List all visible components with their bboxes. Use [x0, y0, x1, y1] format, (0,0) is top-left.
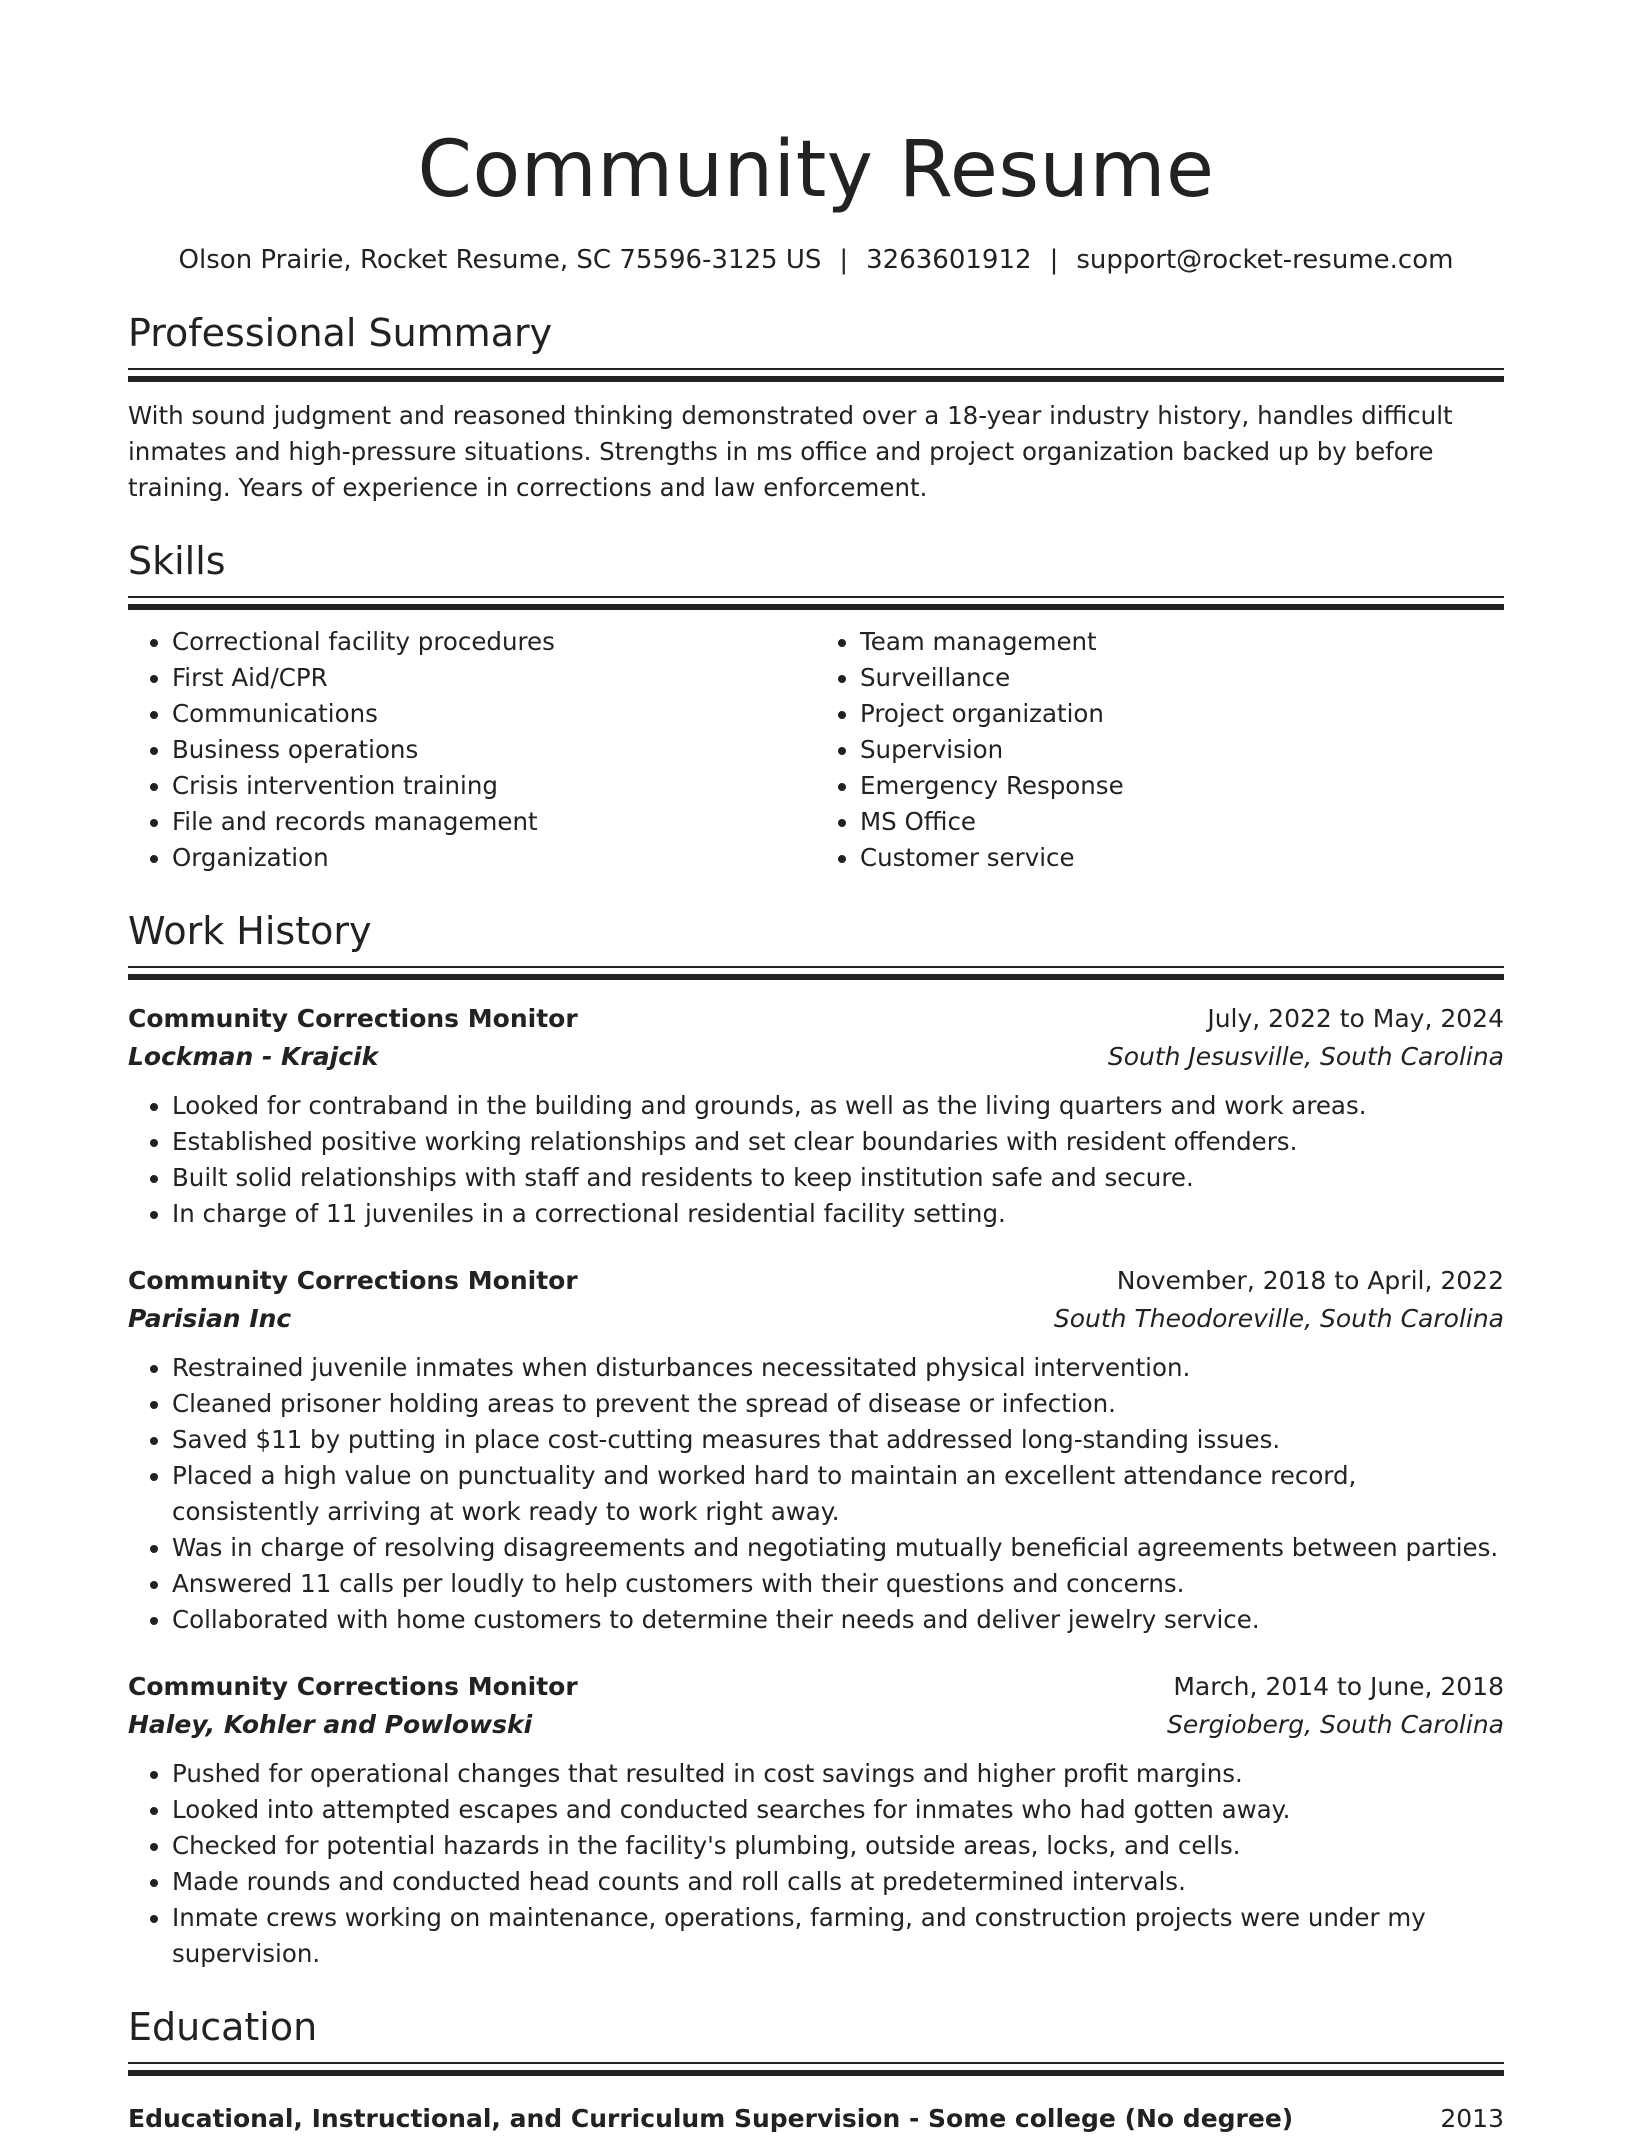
skill-item: • Communications: [172, 696, 816, 732]
skill-item: • MS Office: [860, 804, 1504, 840]
section-rule-thin: [128, 596, 1504, 598]
job-bullet: • In charge of 11 juveniles in a correctional residential facility setting.: [172, 1196, 1504, 1232]
job-entry: [128, 1262, 1504, 1638]
job-location: Sergioberg, South Carolina: [1167, 1710, 1504, 1739]
job-bullet: • Saved $11 by putting in place cost-cutting measures that addressed long-standing issues.: [172, 1422, 1504, 1458]
job-bullet: • Placed a high value on punctuality and worked hard to maintain an excellent attendance record, consistently arriving at work ready to work right away.: [172, 1458, 1504, 1530]
skill-item: • Emergency Response: [860, 768, 1504, 804]
skill-item: • File and records management: [172, 804, 816, 840]
section-rule-thick: [128, 974, 1504, 980]
job-bullet: • Established positive working relationships and set clear boundaries with resident offenders.: [172, 1124, 1504, 1160]
job-dates: March, 2014 to June, 2018: [1173, 1672, 1504, 1701]
job-company-row: [128, 1038, 1504, 1076]
education-section: [128, 2004, 1504, 2138]
skills-section: [128, 538, 1504, 876]
job-dates: July, 2022 to May, 2024: [1207, 1004, 1504, 1033]
skill-item: • Customer service: [860, 840, 1504, 876]
section-title-skills: Skills: [128, 539, 226, 583]
skills-list-left: [128, 624, 816, 876]
job-bullets: [128, 1350, 1504, 1638]
contact-email: support@rocket-resume.com: [1076, 245, 1454, 275]
skill-item: • Business operations: [172, 732, 816, 768]
job-bullet: • Inmate crews working on maintenance, operations, farming, and construction projects were under my supervision.: [172, 1900, 1504, 1972]
education-degree: Educational, Instructional, and Curriculum Supervision - Some college (No degree): [128, 2104, 1294, 2133]
job-company: Lockman - Krajcik: [128, 1042, 379, 1071]
skill-item: • Surveillance: [860, 660, 1504, 696]
section-rule-thick: [128, 604, 1504, 610]
job-location: South Theodoreville, South Carolina: [1053, 1304, 1504, 1333]
job-bullets: [128, 1756, 1504, 1972]
section-rule-thick: [128, 2070, 1504, 2076]
job-bullet: • Made rounds and conducted head counts and roll calls at predetermined intervals.: [172, 1864, 1504, 1900]
job-bullet: • Collaborated with home customers to determine their needs and deliver jewelry service.: [172, 1602, 1504, 1638]
skill-item: • Crisis intervention training: [172, 768, 816, 804]
job-entry: [128, 1668, 1504, 1972]
job-bullet: • Cleaned prisoner holding areas to prevent the spread of disease or infection.: [172, 1386, 1504, 1422]
summary-text: With sound judgment and reasoned thinking demonstrated over a 18-year industry history, handles difficult inmates and high-pressure situations. Strengths in ms office and project organization backed up by before training. Years of experience in corrections and law enforcement.: [128, 401, 1453, 502]
section-title-education: Education: [128, 2005, 318, 2049]
skill-item: • Team management: [860, 624, 1504, 660]
job-bullet: • Pushed for operational changes that resulted in cost savings and higher profit margins.: [172, 1756, 1504, 1792]
job-title: Community Corrections Monitor: [128, 1004, 578, 1033]
job-dates: November, 2018 to April, 2022: [1116, 1266, 1504, 1295]
job-bullet: • Was in charge of resolving disagreements and negotiating mutually beneficial agreements between parties.: [172, 1530, 1504, 1566]
contact-separator: |: [1049, 245, 1059, 275]
job-company: Parisian Inc: [128, 1304, 292, 1333]
section-rule-thin: [128, 2062, 1504, 2064]
job-entry: [128, 1000, 1504, 1232]
work-history-section: [128, 908, 1504, 1972]
job-location: South Jesusville, South Carolina: [1107, 1042, 1504, 1071]
section-rule-thin: [128, 966, 1504, 968]
section-rule-thin: [128, 368, 1504, 370]
job-header-row: [128, 1000, 1504, 1038]
section-title-summary: Professional Summary: [128, 311, 553, 355]
job-company-row: [128, 1706, 1504, 1744]
job-header-row: [128, 1262, 1504, 1300]
job-bullet: • Looked into attempted escapes and conducted searches for inmates who had gotten away.: [172, 1792, 1504, 1828]
job-company-row: [128, 1300, 1504, 1338]
job-bullet: • Checked for potential hazards in the facility's plumbing, outside areas, locks, and cells.: [172, 1828, 1504, 1864]
job-company: Haley, Kohler and Powlowski: [128, 1710, 533, 1739]
education-year: 2013: [1440, 2104, 1504, 2133]
contact-separator: |: [839, 245, 849, 275]
contact-address: Olson Prairie, Rocket Resume, SC 75596-3125 US: [178, 245, 822, 275]
job-bullet: • Answered 11 calls per loudly to help customers with their questions and concerns.: [172, 1566, 1504, 1602]
skill-item: • Correctional facility procedures: [172, 624, 816, 660]
skill-item: • Supervision: [860, 732, 1504, 768]
summary-section: [128, 310, 1504, 506]
job-header-row: [128, 1668, 1504, 1706]
resume-name: Community Resume: [417, 125, 1215, 215]
contact-phone: 3263601912: [866, 245, 1032, 275]
job-bullet: • Looked for contraband in the building and grounds, as well as the living quarters and work areas.: [172, 1088, 1504, 1124]
contact-line: [128, 242, 1504, 278]
skill-item: • Project organization: [860, 696, 1504, 732]
skill-item: • Organization: [172, 840, 816, 876]
section-rule-thick: [128, 376, 1504, 382]
skill-item: • First Aid/CPR: [172, 660, 816, 696]
skills-list-right: [816, 624, 1504, 876]
job-bullet: • Built solid relationships with staff and residents to keep institution safe and secure.: [172, 1160, 1504, 1196]
job-title: Community Corrections Monitor: [128, 1672, 578, 1701]
job-bullets: [128, 1088, 1504, 1232]
job-bullet: • Restrained juvenile inmates when disturbances necessitated physical intervention.: [172, 1350, 1504, 1386]
job-title: Community Corrections Monitor: [128, 1266, 578, 1295]
education-row: [128, 2100, 1504, 2138]
section-title-work: Work History: [128, 909, 372, 953]
skills-columns: [128, 624, 1504, 876]
